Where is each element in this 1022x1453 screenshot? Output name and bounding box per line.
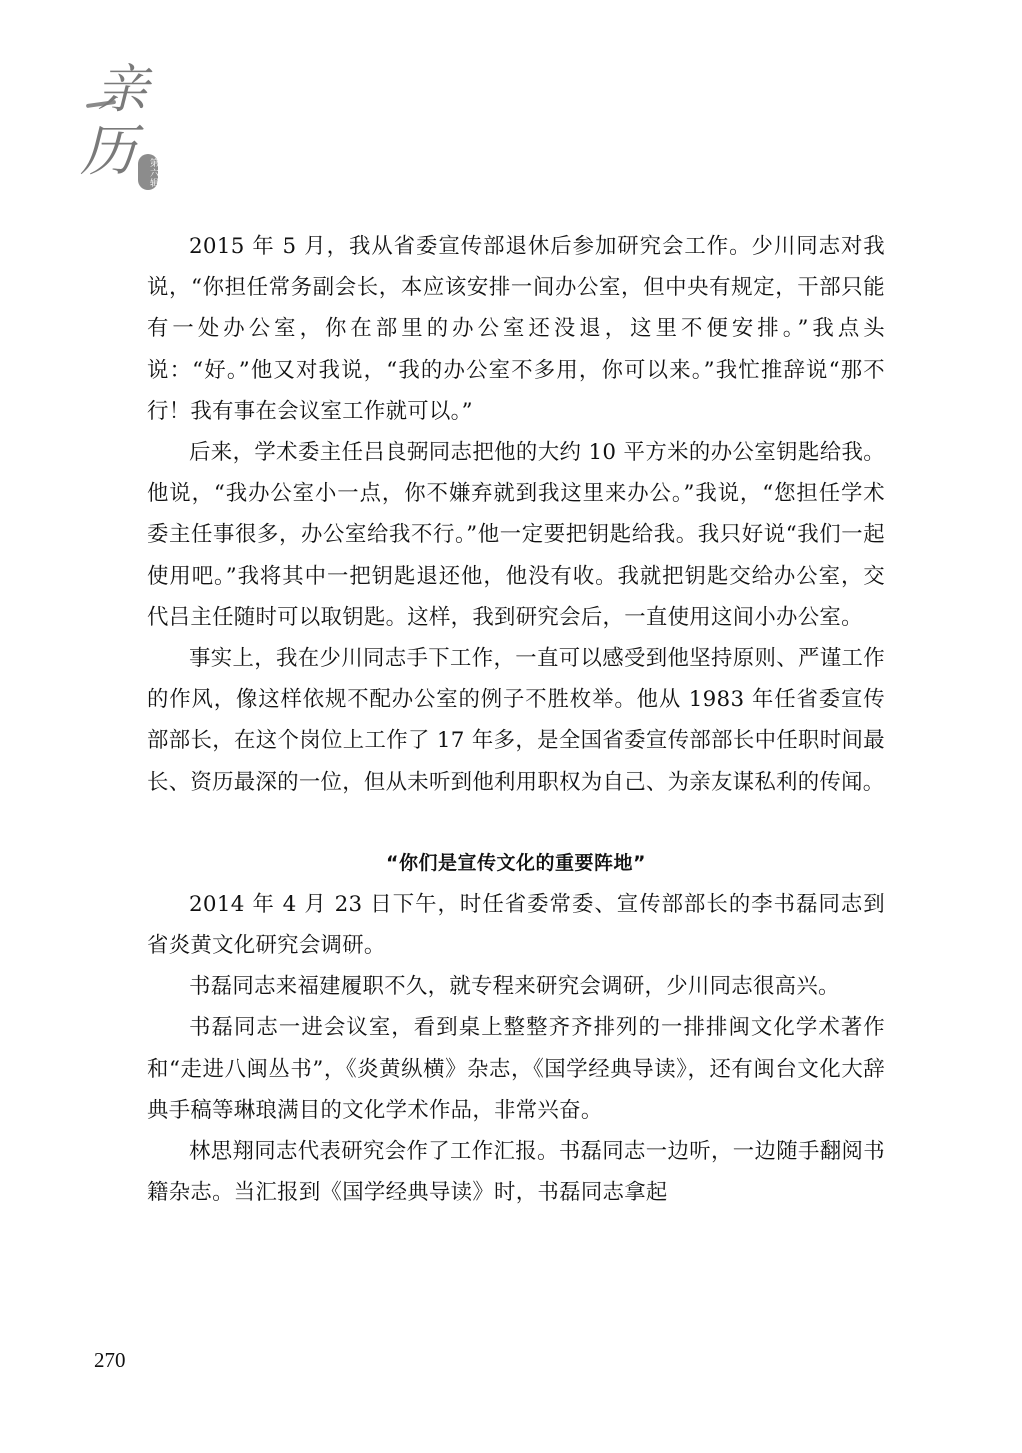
logo-char-1: 亲 — [96, 60, 149, 120]
logo-volume-badge: 第六辑 — [138, 154, 158, 190]
page-body — [147, 226, 885, 1213]
paragraph: 林思翔同志代表研究会作了工作汇报。书磊同志一边听，一边随手翻阅书籍杂志。当汇报到《国学经典导读》时，书磊同志拿起 — [147, 1139, 885, 1206]
paragraph: 后来，学术委主任吕良弼同志把他的大约 10 平方米的办公室钥匙给我。他说，“我办公室小一点，你不嫌弃就到我这里来办公。”我说，“您担任学术委主任事很多，办公室给我不行。”他一定要把钥匙给我。我只好说“我们一起使用吧。”我将其中一把钥匙退还他，他没有收。我就把钥匙交给办公室，交代吕主任随时可以取钥匙。这样，我到研究会后，一直使用这间小办公室。 — [147, 440, 885, 630]
page-number: 270 — [94, 1348, 126, 1372]
section-heading: “你们是宣传文化的重要阵地” — [386, 851, 646, 874]
paragraph: 事实上，我在少川同志手下工作，一直可以感受到他坚持原则、严谨工作的作风，像这样依规不配办公室的例子不胜枚举。他从 1983 年任省委宣传部部长，在这个岗位上工作了 17 年多，是全国省委宣传部部长中任职时间最长、资历最深的一位，但从未听到他利用职权为自己、为亲友谋私利的传闻。 — [147, 646, 885, 795]
paragraph: 书磊同志一进会议室，看到桌上整整齐齐排列的一排排闽文化学术著作和“走进八闽丛书”，《炎黄纵横》杂志，《国学经典导读》，还有闽台文化大辞典手稿等琳琅满目的文化学术作品，非常兴奋。 — [147, 1015, 885, 1123]
book-logo — [78, 62, 178, 192]
paragraph: 2015 年 5 月，我从省委宣传部退休后参加研究会工作。少川同志对我说，“你担任常务副会长，本应该安排一间办公室，但中央有规定，干部只能有一处办公室，你在部里的办公室还没退，这里不便安排。”我点头说：“好。”他又对我说，“我的办公室不多用，你可以来。”我忙推辞说“那不行！我有事在会议室工作就可以。” — [147, 234, 885, 424]
logo-char-2: 历 — [80, 119, 136, 184]
paragraph: 书磊同志来福建履职不久，就专程来研究会调研，少川同志很高兴。 — [189, 974, 840, 1000]
paragraph: 2014 年 4 月 23 日下午，时任省委常委、宣传部部长的李书磊同志到省炎黄文化研究会调研。 — [147, 891, 885, 959]
